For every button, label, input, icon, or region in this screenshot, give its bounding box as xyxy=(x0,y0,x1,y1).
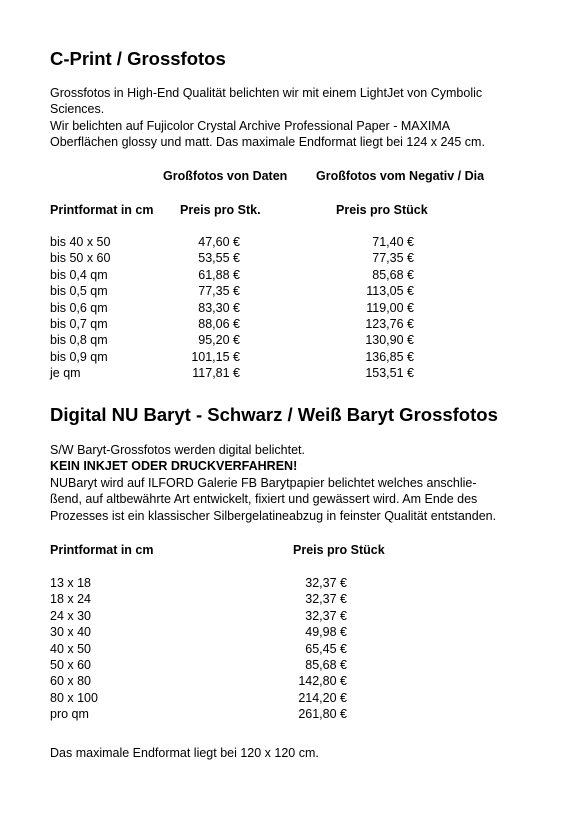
table-row xyxy=(50,316,420,332)
price-cell: 65,45 € xyxy=(305,641,347,656)
intro-line: Prozesses ist ein klassischer Silbergelatineabzug in feinster Qualität entstanden. xyxy=(50,508,497,523)
col-header-price-negative: Preis pro Stück xyxy=(336,203,428,217)
table-row xyxy=(50,624,350,640)
format-cell: bis 40 x 50 xyxy=(50,235,111,249)
price-data-cell: 53,55 € xyxy=(198,251,240,266)
price-negative-cell: 123,76 € xyxy=(365,316,414,331)
format-cell: 50 x 60 xyxy=(50,657,92,672)
table-row xyxy=(50,250,420,266)
table-row xyxy=(50,349,420,365)
table-row xyxy=(50,673,350,689)
table-row xyxy=(50,267,420,283)
price-cell: 32,37 € xyxy=(305,608,347,623)
format-cell: bis 0,4 qm xyxy=(50,267,108,282)
format-cell: bis 0,7 qm xyxy=(50,316,108,331)
price-cell: 142,80 € xyxy=(298,674,347,689)
price-data-cell: 61,88 € xyxy=(198,267,240,282)
price-negative-cell: 85,68 € xyxy=(372,267,414,282)
section1-price-table xyxy=(50,234,420,382)
table-row xyxy=(50,706,350,722)
format-cell: bis 0,8 qm xyxy=(50,333,108,348)
table-row xyxy=(50,234,420,250)
price-cell: 85,68 € xyxy=(305,657,347,672)
section1-title: C-Print / Grossfotos xyxy=(50,48,226,69)
price-data-cell: 117,81 € xyxy=(192,366,240,381)
price-data-cell: 88,06 € xyxy=(198,316,240,331)
group-header-data: Großfotos von Daten xyxy=(163,169,288,183)
col-header-price: Preis pro Stück xyxy=(293,543,385,557)
price-data-cell: 77,35 € xyxy=(198,284,240,299)
intro-line: ßend, auf altbewährte Art entwickelt, fixiert und gewässert wird. Am Ende des xyxy=(50,492,478,507)
section1-intro xyxy=(50,85,485,151)
table-row xyxy=(50,365,420,381)
price-cell: 49,98 € xyxy=(305,625,347,640)
col-header-format: Printformat in cm xyxy=(50,203,154,217)
format-cell: bis 50 x 60 xyxy=(50,251,111,266)
format-cell: 24 x 30 xyxy=(50,608,92,623)
table-row xyxy=(50,641,350,657)
format-cell: 18 x 24 xyxy=(50,592,92,607)
price-cell: 214,20 € xyxy=(298,690,347,705)
price-data-cell: 83,30 € xyxy=(198,300,240,315)
table-row xyxy=(50,657,350,673)
table-row xyxy=(50,575,350,591)
table-row xyxy=(50,283,420,299)
price-negative-cell: 136,85 € xyxy=(365,349,414,364)
price-negative-cell: 113,05 € xyxy=(366,284,414,299)
format-cell: 30 x 40 xyxy=(50,625,92,640)
intro-line: S/W Baryt-Grossfotos werden digital belichtet. xyxy=(50,443,305,457)
price-data-cell: 95,20 € xyxy=(198,333,240,348)
format-cell: 40 x 50 xyxy=(50,641,92,656)
table-row xyxy=(50,608,350,624)
price-negative-cell: 130,90 € xyxy=(365,333,414,348)
intro-line: Oberflächen glossy und matt. Das maximale Endformat liegt bei 124 x 245 cm. xyxy=(50,135,485,150)
format-cell: 13 x 18 xyxy=(50,576,92,590)
table-row xyxy=(50,332,420,348)
format-cell: 80 x 100 xyxy=(50,690,98,705)
format-cell: je qm xyxy=(50,366,81,381)
price-negative-cell: 77,35 € xyxy=(372,251,414,266)
price-negative-cell: 153,51 € xyxy=(365,366,414,381)
price-cell: 32,37 € xyxy=(305,576,347,590)
intro-line: NUBaryt wird auf ILFORD Galerie FB Barytpapier belichtet welches anschlie- xyxy=(50,475,477,490)
format-cell: pro qm xyxy=(50,707,89,722)
format-cell: bis 0,9 qm xyxy=(50,349,108,364)
format-cell: bis 0,6 qm xyxy=(50,300,108,315)
format-cell: 60 x 80 xyxy=(50,674,92,689)
section2-title: Digital NU Baryt - Schwarz / Weiß Baryt Grossfotos xyxy=(50,404,498,425)
intro-line-bold: KEIN INKJET ODER DRUCKVERFAHREN! xyxy=(50,459,298,474)
intro-line: Grossfotos in High-End Qualität belichten wir mit einem LightJet von Cymbolic xyxy=(50,86,483,100)
price-negative-cell: 119,00 € xyxy=(366,300,414,315)
section2-footer: Das maximale Endformat liegt bei 120 x 120 cm. xyxy=(50,746,319,760)
format-cell: bis 0,5 qm xyxy=(50,284,108,299)
price-cell: 261,80 € xyxy=(298,707,347,722)
price-cell: 32,37 € xyxy=(305,592,347,607)
intro-line: Wir belichten auf Fujicolor Crystal Archive Professional Paper - MAXIMA xyxy=(50,118,451,133)
section2-intro xyxy=(50,442,496,524)
intro-line: Sciences. xyxy=(50,102,105,117)
group-header-negative: Großfotos vom Negativ / Dia xyxy=(316,169,485,183)
table-row xyxy=(50,690,350,706)
price-data-cell: 47,60 € xyxy=(198,235,240,249)
col-header-format: Printformat in cm xyxy=(50,543,154,557)
price-data-cell: 101,15 € xyxy=(191,349,240,364)
table-row xyxy=(50,300,420,316)
col-header-price-data: Preis pro Stk. xyxy=(180,203,261,217)
section2-price-table xyxy=(50,575,350,723)
price-negative-cell: 71,40 € xyxy=(372,235,414,249)
table-row xyxy=(50,591,350,607)
